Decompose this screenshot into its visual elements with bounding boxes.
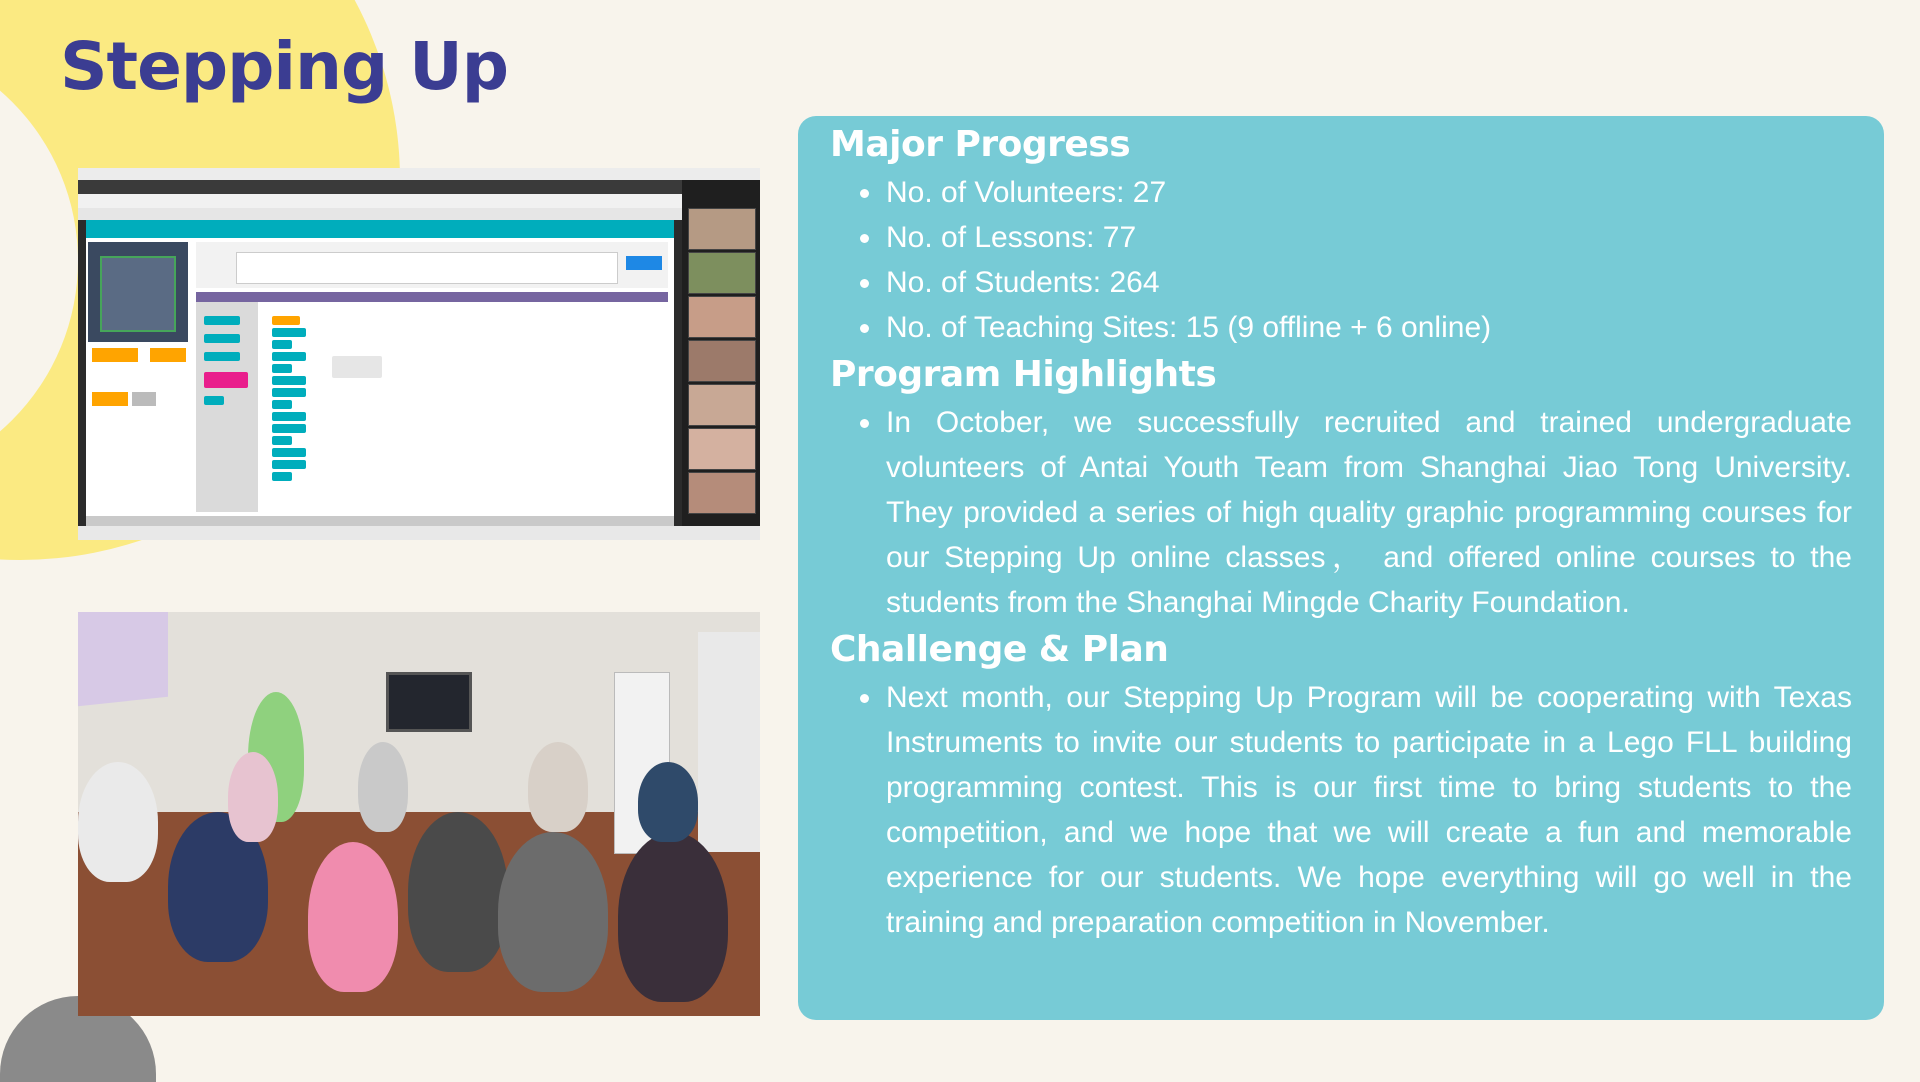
slide-title: Stepping Up: [60, 28, 509, 105]
list-item: In October, we successfully recruited and trained undergraduate volunteers of Antai Youth Team from Shanghai Jiao Tong University. They provided a series of high quality graphic programming courses for our Stepping Up online classes， and offered online courses to the students from the Shanghai Mingde Charity Foundation.: [886, 400, 1852, 625]
shared-screen: [78, 180, 682, 526]
instruction-box: [196, 242, 668, 288]
challenge-plan-list: [830, 675, 1852, 945]
list-item: No. of Students: 264: [886, 260, 1852, 305]
list-item: No. of Lessons: 77: [886, 215, 1852, 260]
photo-wall-display: [78, 612, 168, 707]
coding-app: [86, 220, 674, 516]
list-item: No. of Teaching Sites: 15 (9 offline + 6 online): [886, 305, 1852, 350]
online-class-screenshot: [78, 168, 760, 540]
program-highlights-heading: Program Highlights: [830, 354, 1217, 395]
challenge-plan-heading: Challenge & Plan: [830, 629, 1169, 670]
list-item: Next month, our Stepping Up Program will be cooperating with Texas Instruments to invite our students to participate in a Lego FLL building programming contest. This is our first time to bring students to the competition, and we hope that we will create a fun and memorable experience for our students. We hope everything will go well in the training and preparation competition in November.: [886, 675, 1852, 945]
maze-preview: [88, 242, 188, 342]
list-item: No. of Volunteers: 27: [886, 170, 1852, 215]
major-progress-list: [830, 170, 1852, 350]
info-panel: [798, 116, 1884, 1020]
program-highlights-list: [830, 400, 1852, 625]
window-titlebar: [78, 168, 760, 180]
video-participants: [682, 180, 760, 526]
app-dock: [86, 516, 674, 526]
classroom-photo: [78, 612, 760, 1016]
classroom-tv: [386, 672, 472, 732]
major-progress-heading: Major Progress: [830, 124, 1131, 165]
